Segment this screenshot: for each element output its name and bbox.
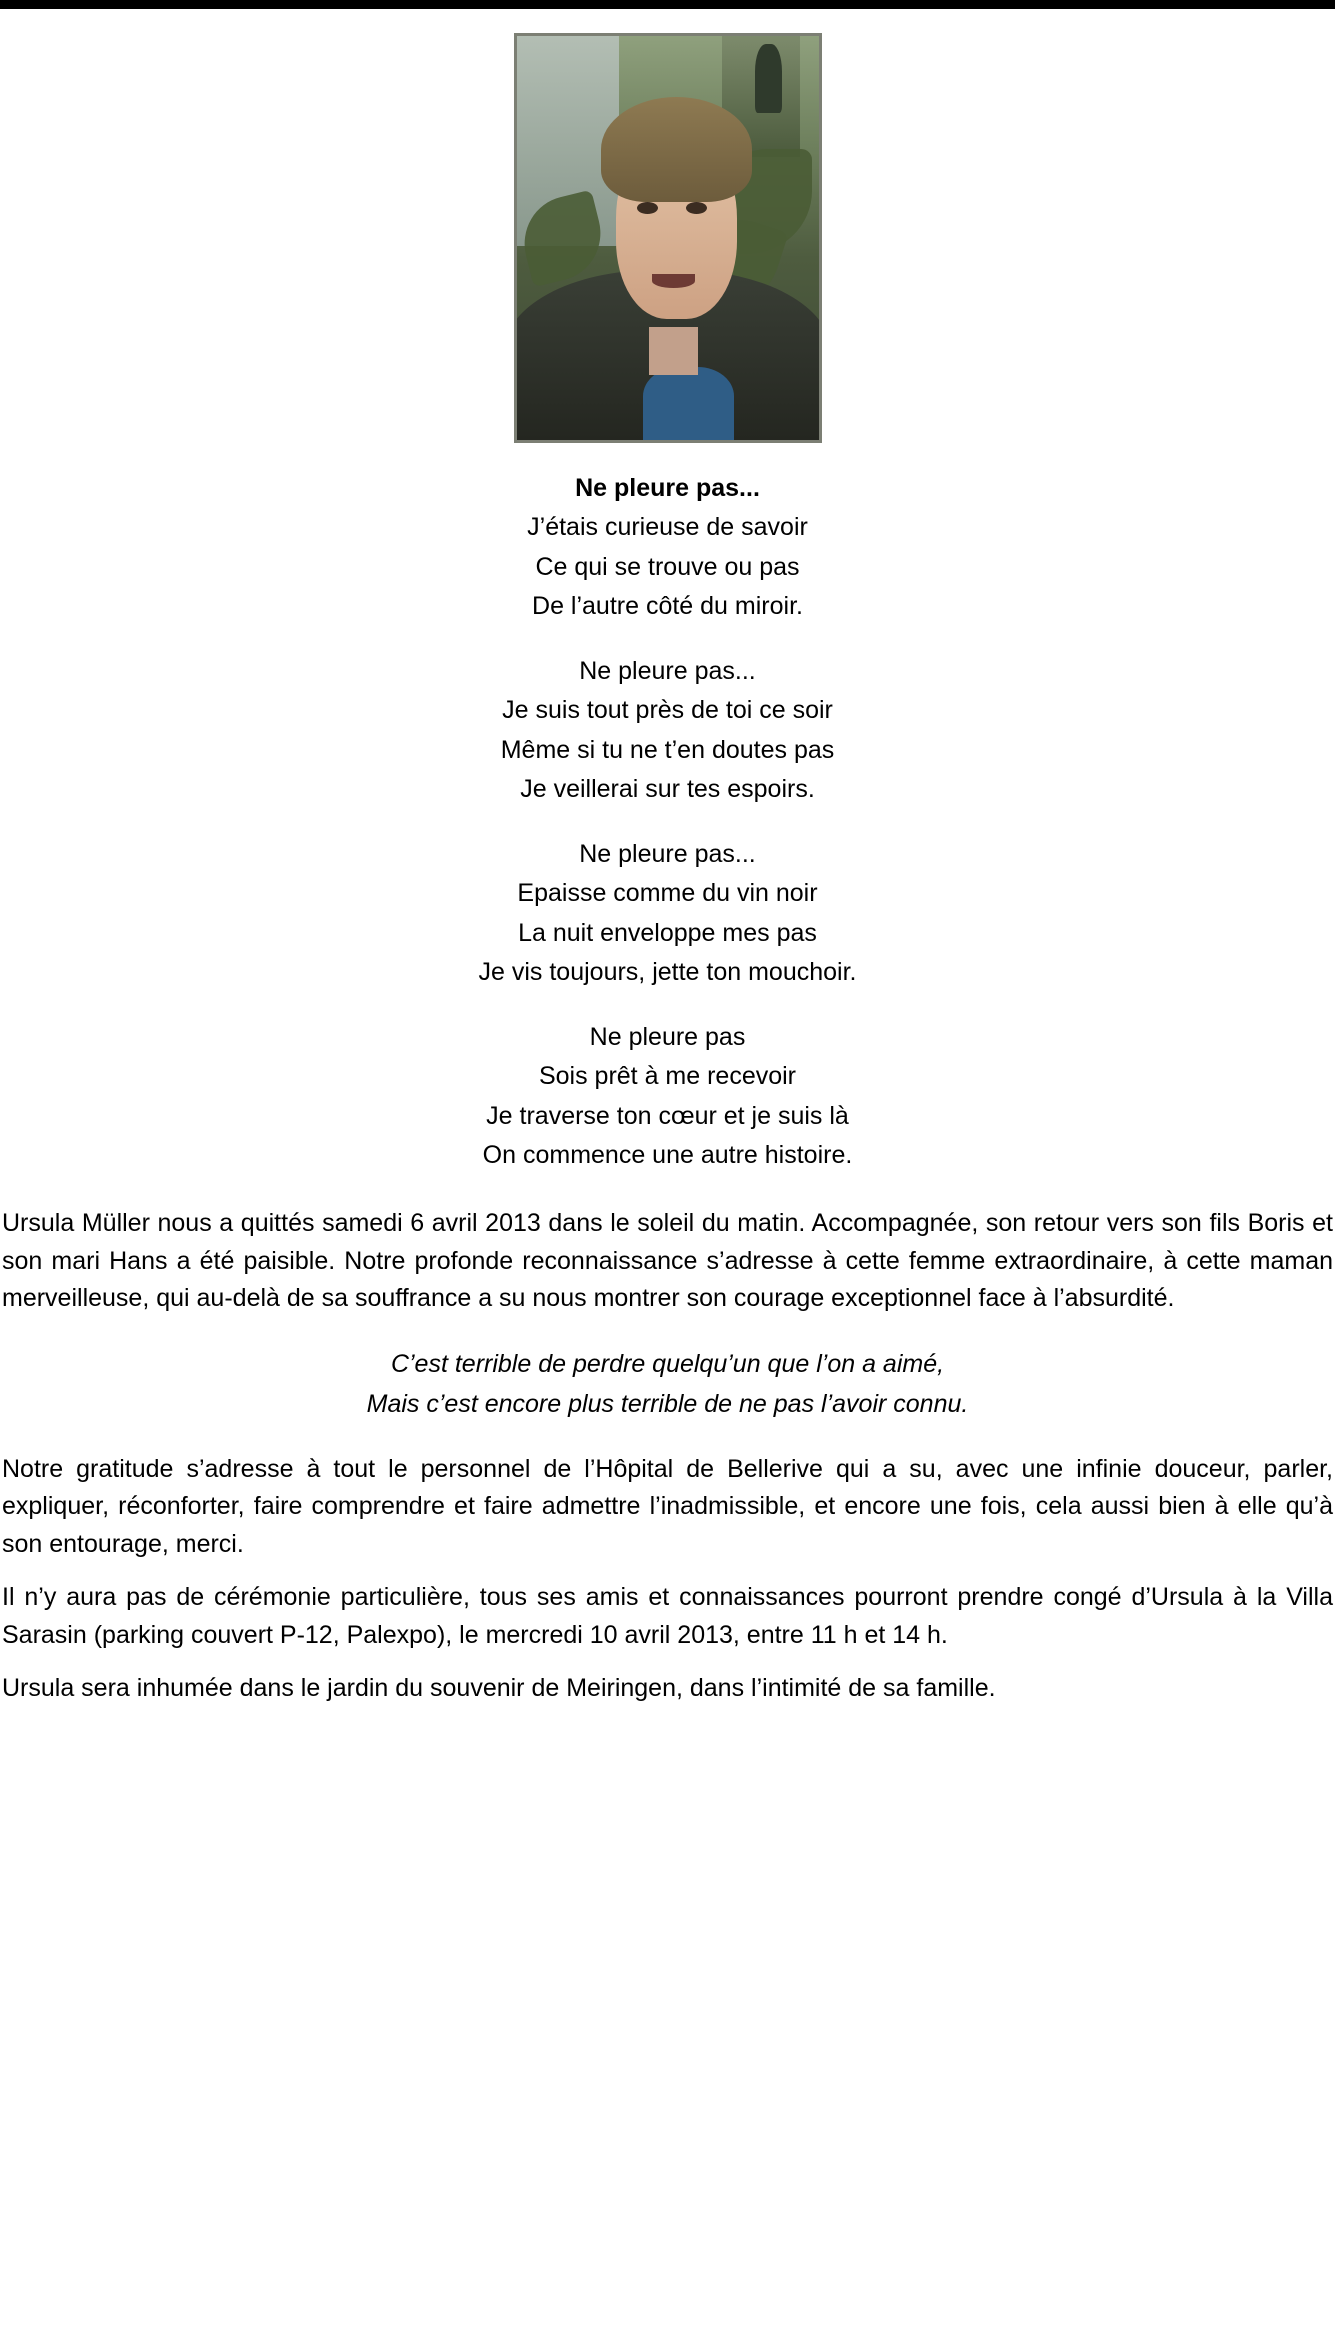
photo-neck xyxy=(649,327,697,375)
poem-stanza xyxy=(2,469,1333,626)
paragraph-announcement: Ursula Müller nous a quittés samedi 6 avril 2013 dans le soleil du matin. Accompagnée, son retour vers son fils Boris et son mari Hans a été paisible. Notre profonde reconnaissance s’adresse à cette femme extraordinaire, à cette maman merveilleuse, qui au-delà de sa souffrance a su nous montrer son courage exceptionnel face à l’absurdité. xyxy=(2,1209,1333,1312)
photo-background-figure xyxy=(755,44,782,113)
poem xyxy=(2,469,1333,1175)
poem-line: La nuit enveloppe mes pas xyxy=(518,918,817,947)
poem-stanza xyxy=(2,652,1333,809)
photo-mouth xyxy=(652,274,694,288)
poem-stanza xyxy=(2,1018,1333,1175)
paragraph-ceremony: Il n’y aura pas de cérémonie particulière, tous ses amis et connaissances pourront prendre congé d’Ursula à la Villa Sarasin (parking couvert P-12, Palexpo), le mercredi 10 avril 2013, entre 11 h et 14 h. xyxy=(2,1583,1333,1649)
photo-hair xyxy=(601,97,752,202)
poem-line: Je vis toujours, jette ton mouchoir. xyxy=(478,957,857,986)
obituary-body-continued xyxy=(2,1451,1333,1708)
poem-line: Je veillerai sur tes espoirs. xyxy=(520,774,815,803)
quote-line: C’est terrible de perdre quelqu’un que l’on a aimé, xyxy=(390,1349,945,1378)
poem-line: Epaisse comme du vin noir xyxy=(517,879,818,908)
poem-line: Je suis tout près de toi ce soir xyxy=(502,696,833,725)
poem-line: De l’autre côté du miroir. xyxy=(532,591,803,620)
poem-stanza-title: Ne pleure pas... xyxy=(579,657,756,685)
page-content xyxy=(0,33,1335,1708)
quote-block xyxy=(2,1344,1333,1425)
poem-stanza-title: Ne pleure pas... xyxy=(579,840,756,868)
poem-line: Ce qui se trouve ou pas xyxy=(535,552,800,581)
obituary-body xyxy=(2,1205,1333,1318)
paragraph-burial: Ursula sera inhumée dans le jardin du souvenir de Meiringen, dans l’intimité de sa famille. xyxy=(2,1674,996,1702)
poem-line: J’étais curieuse de savoir xyxy=(527,513,808,542)
poem-line: Même si tu ne t’en doutes pas xyxy=(500,735,835,764)
poem-stanza-title: Ne pleure pas xyxy=(589,1023,746,1051)
poem-line: On commence une autre histoire. xyxy=(482,1140,853,1169)
poem-line: Je traverse ton cœur et je suis là xyxy=(486,1101,849,1130)
poem-stanza xyxy=(2,835,1333,992)
poem-stanza-title: Ne pleure pas... xyxy=(575,474,760,502)
quote-line: Mais c’est encore plus terrible de ne pas l’avoir connu. xyxy=(366,1390,969,1418)
poem-line: Sois prêt à me recevoir xyxy=(538,1062,797,1091)
photo-eye-left xyxy=(637,202,658,214)
portrait-photo xyxy=(514,33,822,443)
top-rule-divider xyxy=(0,0,1335,9)
photo-scarf xyxy=(643,367,734,440)
paragraph-gratitude: Notre gratitude s’adresse à tout le personnel de l’Hôpital de Bellerive qui a su, avec une infinie douceur, parler, expliquer, réconforter, faire comprendre et faire admettre l’inadmissible, et encore une fois, cela aussi bien à elle qu’à son entourage, merci. xyxy=(2,1454,1333,1558)
photo-eye-right xyxy=(686,202,707,214)
portrait-container xyxy=(2,33,1333,443)
